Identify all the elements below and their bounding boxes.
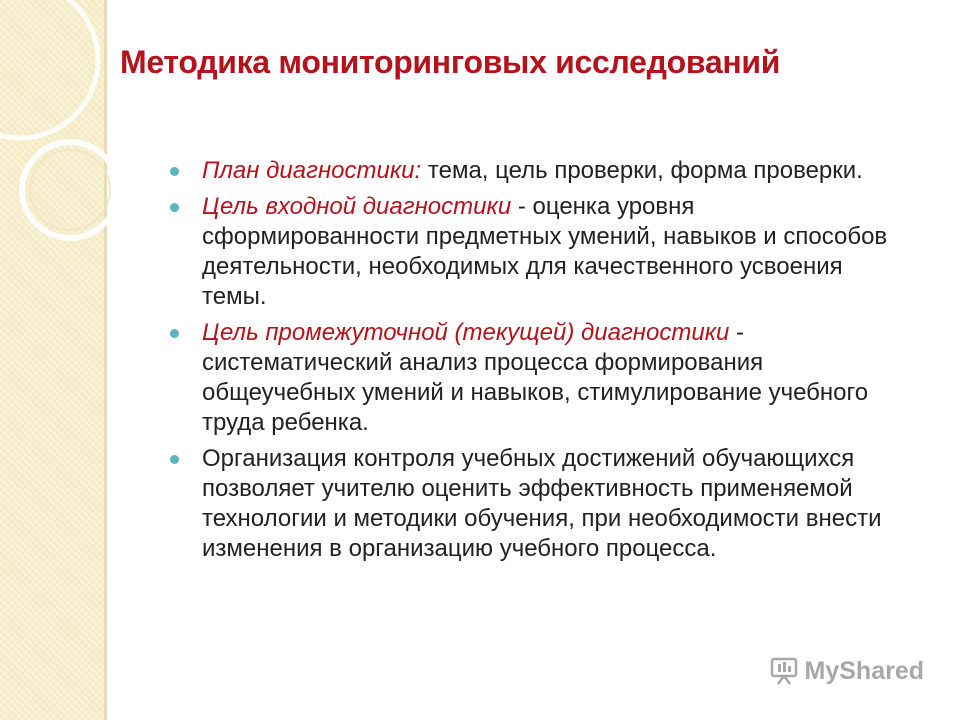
- bullet-text: тема, цель проверки, форма проверки.: [421, 157, 863, 184]
- bullet-item-input-diagnostics: [168, 192, 908, 312]
- bullet-dot-icon: [170, 329, 179, 338]
- bullet-dot-icon: [170, 203, 179, 212]
- bullet-text: Организация контроля учебных достижений обучающихся позволяет учителю оценить эффективность применяемой технологии и методики обучения, при необходимости внести изменения в организацию учебного процесса.: [202, 445, 882, 562]
- watermark-text: MyShared: [804, 656, 924, 685]
- bullet-highlight: План диагностики: [202, 157, 415, 184]
- bullet-dot-icon: [170, 455, 179, 464]
- presentation-board-icon: [769, 656, 799, 686]
- bullet-text: - систематический анализ процесса формирования общеучебных умений и навыков, стимулирование учебного труда ребенка.: [202, 319, 869, 436]
- bullet-text: - оценка уровня сформированности предметных умений, навыков и способов деятельности, необходимых для качественного усвоения темы.: [202, 193, 888, 310]
- bullet-list: [168, 156, 908, 570]
- bullet-item-control-organization: [168, 444, 908, 564]
- bullet-dot-icon: [170, 167, 179, 176]
- slide-title: Методика мониторинговых исследований: [120, 44, 781, 80]
- decorative-rings-icon: [0, 0, 140, 320]
- bullet-highlight: Цель промежуточной (текущей) диагностики: [202, 319, 730, 346]
- bullet-highlight-punct: :: [414, 157, 422, 184]
- bullet-item-intermediate-diagnostics: [168, 318, 908, 438]
- myshared-watermark[interactable]: [769, 656, 924, 686]
- bullet-item-plan: [168, 156, 908, 186]
- bullet-highlight: Цель входной диагностики: [202, 193, 512, 220]
